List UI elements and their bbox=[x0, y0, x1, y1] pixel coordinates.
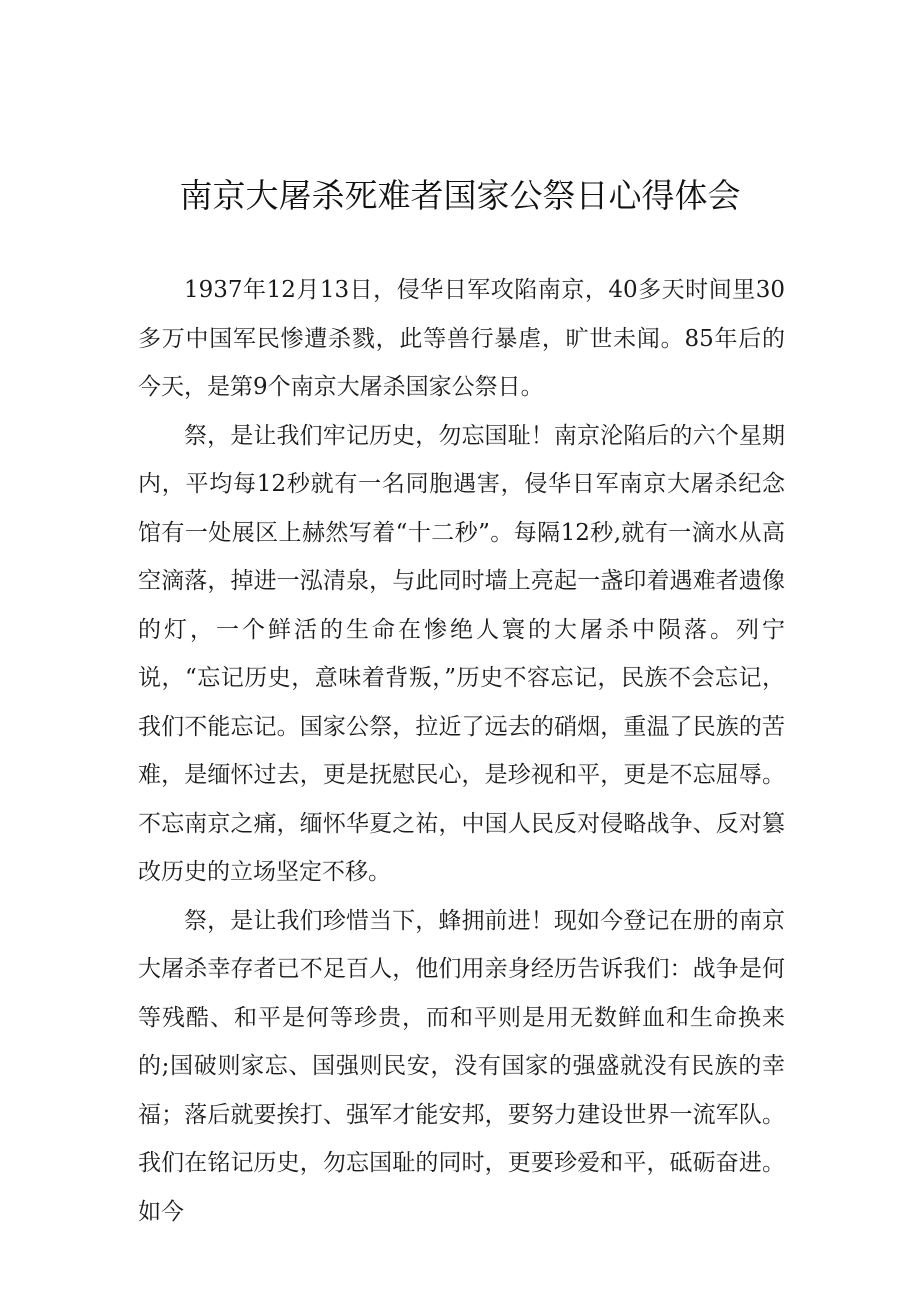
paragraph-1: 1937年12月13日，侵华日军攻陷南京，40多天时间里30多万中国军民惨遭杀戮，此等兽行暴虐，旷世未闻。85年后的今天，是第9个南京大屠杀国家公祭日。 bbox=[138, 277, 785, 400]
paragraph-2: 祭，是让我们牢记历史，勿忘国耻！南京沦陷后的六个星期内，平均每12秒就有一名同胞遇害，侵华日军南京大屠杀纪念馆有一处展区上赫然写着“十二秒”。每隔12秒,就有一滴水从高空滴落，掉进一泓清泉，与此同时墙上亮起一盏印着遇难者遗像的灯，一个鲜活的生命在惨绝人寰的大屠杀中陨落。列宁说，“忘记历史，意味着背叛，”历史不容忘记，民族不会忘记，我们不能忘记。国家公祭，拉近了远去的硝烟，重温了民族的苦难，是缅怀过去，更是抚慰民心，是珍视和平，更是不忘屈辱。不忘南京之痛，缅怀华夏之祐，中国人民反对侵略战争、反对篡改历史的立场坚定不移。 bbox=[138, 422, 785, 885]
document-body bbox=[138, 266, 785, 1236]
paragraph-3: 祭，是让我们珍惜当下，蜂拥前进！现如今登记在册的南京大屠杀幸存者已不足百人，他们用亲身经历告诉我们：战争是何等残酷、和平是何等珍贵，而和平则是用无数鲜血和生命换来的;国破则家忘、国强则民安，没有国家的强盛就没有民族的幸福；落后就要挨打、强军才能安邦，要努力建设世界一流军队。我们在铭记历史，勿忘国耻的同时，更要珍爱和平，砥砺奋进。如今 bbox=[138, 907, 785, 1225]
document-title: 南京大屠杀死难者国家公祭日心得体会 bbox=[179, 176, 741, 215]
